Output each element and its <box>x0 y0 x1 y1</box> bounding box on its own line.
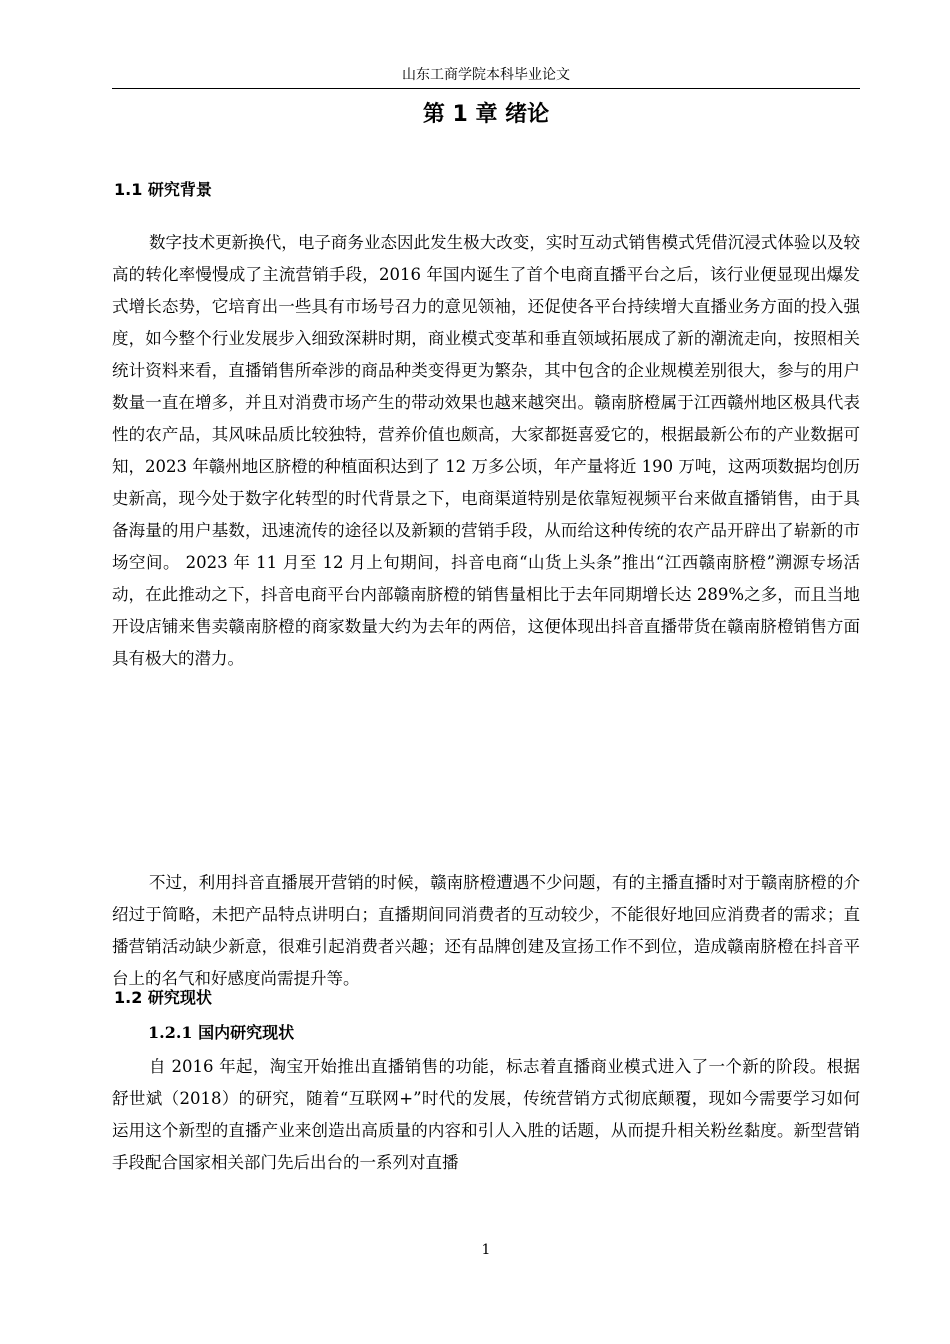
subsection-heading-domestic: 1.2.1 国内研究现状 <box>148 1023 295 1042</box>
chapter-title: 第 1 章 绪论 <box>422 102 550 127</box>
body-paragraph: 数字技术更新换代，电子商务业态因此发生极大改变，实时互动式销售模式凭借沉浸式体验以及较高的转化率慢慢成了主流营销手段，2016 年国内诞生了首个电商直播平台之后，该行业便显现出爆发式增长态势，它培育出一些具有市场号召力的意见领袖，还促使各平台持续增大直播业务方面的投入强度，如今整个行业发展步入细致深耕时期，商业模式变革和垂直领域拓展成了新的潮流走向，按照相关统计资料来看，直播销售所牵涉的商品种类变得更为繁杂，其中包含的企业规模差别很大，参与的用户数量一直在增多，并且对消费市场产生的带动效果也越来越突出。赣南脐橙属于江西赣州地区极具代表性的农产品，其风味品质比较独特，营养价值也颇高，大家都挺喜爱它的，根据最新公布的产业数据可知，2023 年赣州地区脐橙的种植面积达到了 12 万多公顷，年产量将近 190 万吨，这两项数据均创历史新高，现今处于数字化转型的时代背景之下，电商渠道特别是依靠短视频平台来做直播销售，由于具备海量的用户基数，迅速流传的途径以及新颖的营销手段，从而给这种传统的农产品开辟出了崭新的市场空间。 2023 年 11 月至 12 月上旬期间，抖音电商“山货上头条”推出“江西赣南脐橙”溯源专场活动，在此推动之下，抖音电商平台内部赣南脐橙的销售量相比于去年同期增长达 289%之多，而且当地开设店铺来售卖赣南脐橙的商家数量大约为去年的两倍，这便体现出抖音直播带货在赣南脐橙销售方面具有极大的潜力。 <box>112 233 860 668</box>
section-heading-status: 1.2 研究现状 <box>114 988 212 1007</box>
section-heading-background: 1.1 研究背景 <box>114 180 212 199</box>
body-paragraph: 自 2016 年起，淘宝开始推出直播销售的功能，标志着直播商业模式进入了一个新的阶段。根据舒世斌（2018）的研究，随着“互联网+”时代的发展，传统营销方式彻底颠覆，现如今需要学习如何运用这个新型的直播产业来创造出高质量的内容和引人入胜的话题，从而提升相关粉丝黏度。新型营销手段配合国家相关部门先后出台的一系列对直播 <box>112 1057 860 1172</box>
body-paragraph: 不过，利用抖音直播展开营销的时候，赣南脐橙遭遇不少问题，有的主播直播时对于赣南脐橙的介绍过于简略，未把产品特点讲明白；直播期间同消费者的互动较少，不能很好地回应消费者的需求；直播营销活动缺少新意，很难引起消费者兴趣；还有品牌创建及宣扬工作不到位，造成赣南脐橙在抖音平台上的名气和好感度尚需提升等。 <box>112 873 860 988</box>
page-number: 1 <box>481 1242 491 1258</box>
running-header: 山东工商学院本科毕业论文 <box>112 62 860 89</box>
